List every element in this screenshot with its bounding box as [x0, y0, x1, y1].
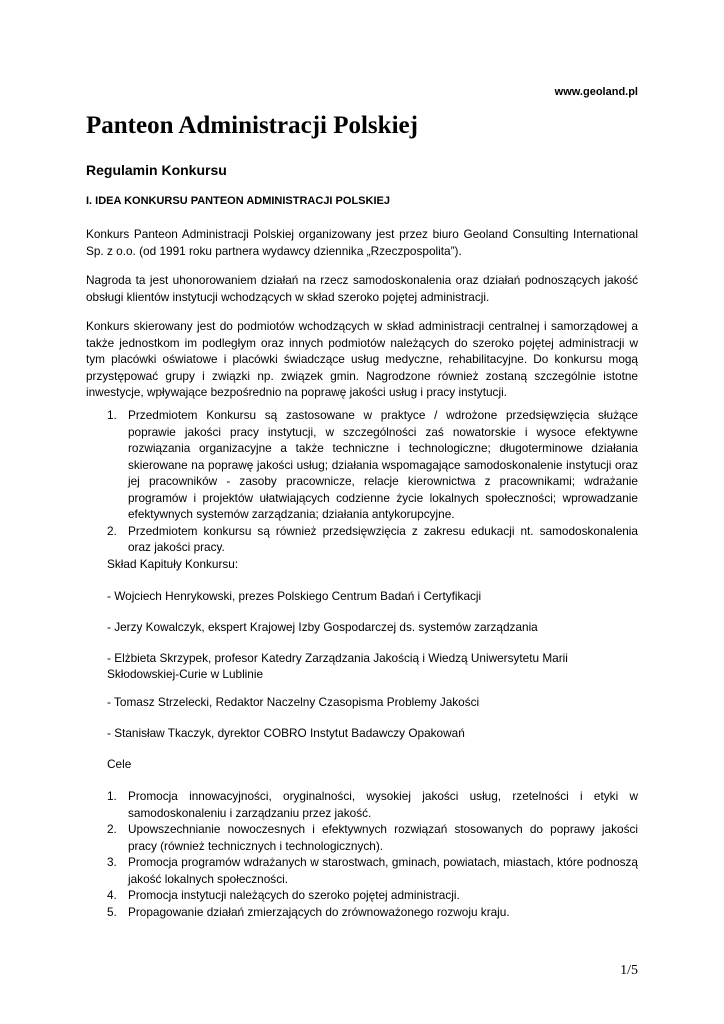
- jury-member: - Elżbieta Skrzypek, profesor Katedry Zarządzania Jakością i Wiedzą Uniwersytetu Marii: [107, 651, 568, 665]
- paragraph-target: Konkurs skierowany jest do podmiotów wchodzących w skład administracji centralnej i samorządowej a także jednostkom im podległym oraz innych podmiotów należących do szeroko pojętej administracji w tym placówki oświatowe i placówki świadczące usług medyczne, rehabilitacyjne. Do konkursu mogą przystępować grupy i związki np. związek gmin. Nagrodzone również zostaną szczególnie istotne inwestycje, wpływające bezpośrednio na poprawę jakości usług i pracy instytucji.: [86, 319, 638, 399]
- jury-member: - Jerzy Kowalczyk, ekspert Krajowej Izby Gospodarczej ds. systemów zarządzania: [107, 620, 538, 634]
- list-item: [86, 887, 638, 904]
- list-item-number: 2.: [107, 822, 117, 836]
- list-item-text: Przedmiotem Konkursu są zastosowane w praktyce / wdrożone przedsięwzięcia służące poprawie jakości pracy instytucji, w szczególności zaś nowatorskie i wysoce efektywne rozwiązania organizacyjne a także techniczne i technologiczne; długoterminowe działania skierowane na poprawę jakości usług; działania wspomagające samodoskonalenie instytucji oraz jej pracowników - zasoby pracownicze, relacje kierownictwa z pracownikami; wdrażanie programów i projektów ułatwiających codzienne życie lokalnych społeczności; wprowadzanie efektywnych systemów zarządzania; działania antykorupcyjne.: [128, 408, 638, 521]
- list-item-text: Propagowanie działań zmierzających do zrównoważonego rozwoju kraju.: [128, 904, 510, 919]
- list-item-text: Promocja instytucji należących do szeroko pojętej administracji.: [128, 888, 460, 902]
- paragraph-organizer: Konkurs Panteon Administracji Polskiej organizowany jest przez biuro Geoland Consulting International Sp. z o.o. (od 1991 roku partnera wydawcy dziennika „Rzeczpospolita”).: [86, 227, 638, 258]
- subject-list: [86, 407, 638, 556]
- jury-member-continuation: Skłodowskiej-Curie w Lublinie: [107, 667, 264, 681]
- list-item: [86, 854, 638, 887]
- jury-member: - Tomasz Strzelecki, Redaktor Naczelny Czasopisma Problemy Jakości: [107, 695, 480, 709]
- list-item-number: 5.: [107, 904, 117, 919]
- list-item: [86, 904, 638, 921]
- document-title: Panteon Administracji Polskiej: [86, 112, 418, 139]
- list-item-text: Upowszechnianie nowoczesnych i efektywnych rozwiązań stosowanych do poprawy jakości pracy (również technicznych i technologicznych).: [128, 822, 638, 853]
- page-number: 1/5: [620, 963, 638, 978]
- list-item-number: 1.: [107, 408, 117, 422]
- jury-heading: Skład Kapituły Konkursu:: [107, 557, 239, 571]
- list-item-text: Przedmiotem konkursu są również przedsięwzięcia z zakresu edukacji nt. samodoskonalenia oraz jakości pracy.: [128, 523, 638, 554]
- section-heading: I. IDEA KONKURSU PANTEON ADMINISTRACJI POLSKIEJ: [86, 195, 390, 207]
- list-item: [86, 523, 638, 556]
- list-item-number: 3.: [107, 855, 117, 869]
- list-item: [86, 407, 638, 523]
- jury-member: - Stanisław Tkaczyk, dyrektor COBRO Instytut Badawczy Opakowań: [107, 726, 465, 740]
- document-subtitle: Regulamin Konkursu: [86, 162, 227, 178]
- list-item: [86, 788, 638, 821]
- goals-list: [86, 788, 638, 920]
- list-item-number: 4.: [107, 888, 117, 902]
- list-item: [86, 821, 638, 854]
- list-item-text: Promocja innowacyjności, oryginalności, wysokiej jakości usług, rzetelności i etyki w samodoskonaleniu i zarządzaniu przez jakość.: [128, 789, 638, 820]
- list-item-number: 2.: [107, 523, 117, 538]
- goals-heading: Cele: [107, 757, 132, 771]
- list-item-text: Promocja programów wdrażanych w starostwach, gminach, powiatach, miastach, które podnoszą jakość lokalnych społeczności.: [128, 855, 638, 886]
- list-item-number: 1.: [107, 789, 117, 803]
- site-url: www.geoland.pl: [554, 86, 638, 98]
- paragraph-award: Nagroda ta jest uhonorowaniem działań na rzecz samodoskonalenia oraz działań podnoszących jakość obsługi klientów instytucji wchodzących w skład szeroko pojętej administracji.: [86, 273, 638, 304]
- jury-member: - Wojciech Henrykowski, prezes Polskiego Centrum Badań i Certyfikacji: [107, 589, 482, 603]
